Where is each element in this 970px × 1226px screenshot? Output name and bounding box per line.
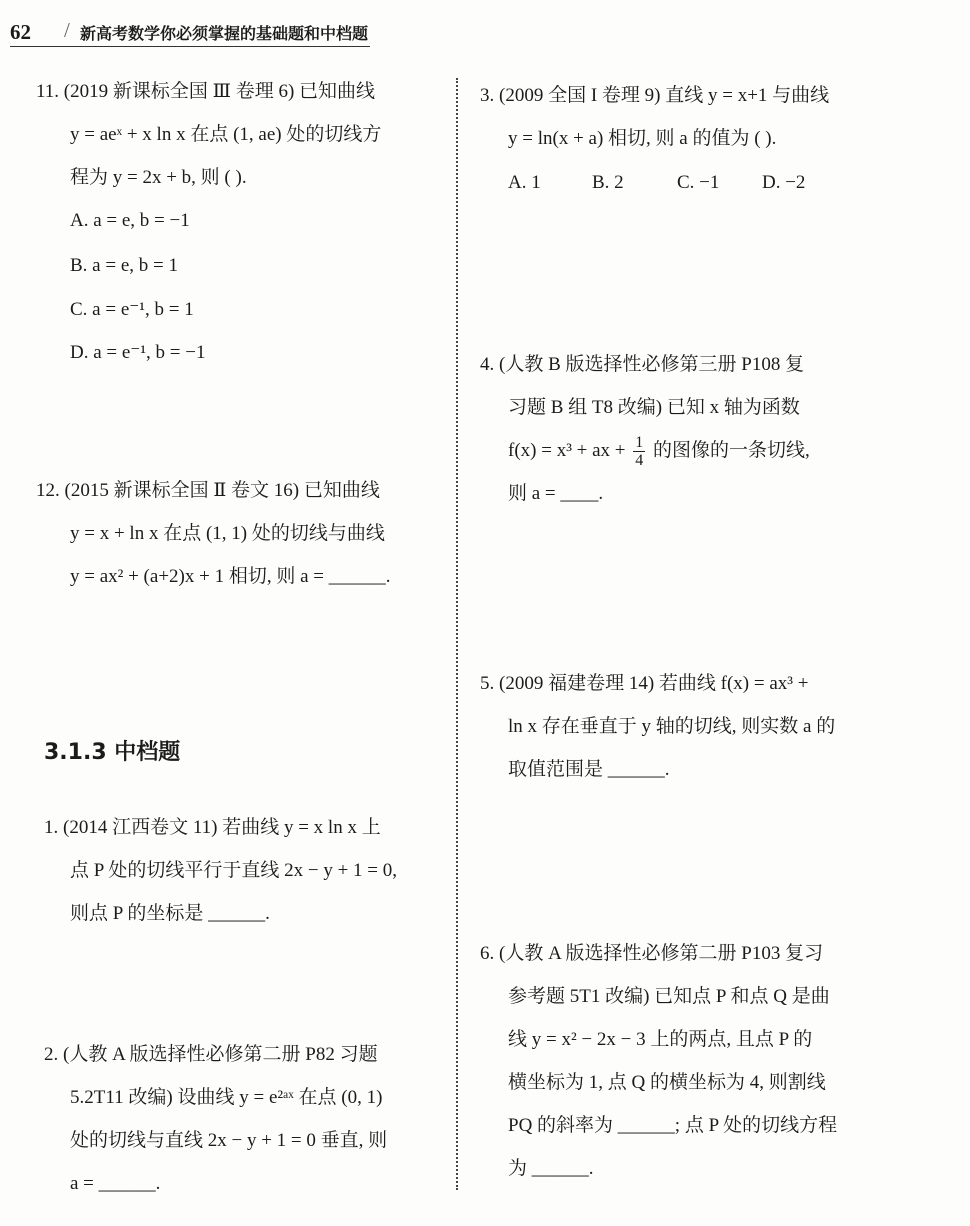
question-text-line: y = ax² + (a+2)x + 1 相切, 则 a = ______. (70, 566, 391, 587)
question-number: 5. (480, 673, 495, 694)
problem-2 (44, 1033, 449, 1205)
question-text-line: 则点 P 的坐标是 ______. (70, 903, 270, 924)
option-a: A. a = e, b = −1 (70, 210, 190, 231)
question-text-line: ln x 存在垂直于 y 轴的切线, 则实数 a 的 (508, 716, 836, 737)
problem-4 (480, 343, 890, 515)
question-11 (36, 70, 446, 199)
question-text-line: 程为 y = 2x + b, 则 ( ). (70, 167, 247, 188)
formula-text: f(x) = x³ + ax + (508, 440, 626, 461)
option-c: C. a = e⁻¹, b = 1 (70, 299, 194, 320)
option-d: D. −2 (762, 172, 806, 193)
question-text-line: y = aeˣ + x ln x 在点 (1, ae) 处的切线方 (70, 124, 382, 145)
fraction-numerator: 1 (635, 434, 644, 452)
question-text-line: (人教 A 版选择性必修第二册 P103 复习 (499, 943, 824, 964)
question-number: 2. (44, 1044, 59, 1065)
question-text-line: 取值范围是 ______. (508, 759, 670, 780)
option-c: C. −1 (677, 172, 720, 193)
column-divider (456, 78, 458, 1190)
option-b: B. 2 (592, 172, 624, 193)
page-header (10, 14, 370, 47)
question-text-line: 横坐标为 1, 点 Q 的横坐标为 4, 则割线 (508, 1072, 826, 1093)
question-number: 12. (36, 480, 60, 501)
question-text-line: 习题 B 组 T8 改编) 已知 x 轴为函数 (508, 397, 800, 418)
question-number: 4. (480, 354, 495, 375)
question-text-line: 处的切线与直线 2x − y + 1 = 0 垂直, 则 (70, 1130, 388, 1151)
problem-5 (480, 662, 890, 791)
question-text-line: 为 ______. (508, 1158, 594, 1179)
question-text-line: 5.2T11 改编) 设曲线 y = e²ᵃˣ 在点 (0, 1) (70, 1087, 383, 1108)
question-text-line: (2009 福建卷理 14) 若曲线 f(x) = ax³ + (499, 673, 809, 694)
section-heading: 3.1.3 中档题 (44, 740, 181, 765)
question-text-line: (人教 B 版选择性必修第三册 P108 复 (499, 354, 805, 375)
question-text-line: 点 P 处的切线平行于直线 2x − y + 1 = 0, (70, 860, 398, 881)
question-number: 6. (480, 943, 495, 964)
question-text-line: (2014 江西卷文 11) 若曲线 y = x ln x 上 (63, 817, 381, 838)
question-text-line: PQ 的斜率为 ______; 点 P 处的切线方程 (508, 1115, 838, 1136)
fraction (633, 434, 645, 469)
question-text-line: 线 y = x² − 2x − 3 上的两点, 且点 P 的 (508, 1029, 813, 1050)
problem-1 (44, 806, 449, 935)
question-text-line (480, 429, 890, 472)
question-12 (36, 469, 446, 598)
page-number: 62 (10, 20, 31, 44)
problem-6 (480, 932, 890, 1190)
question-text-line: a = ______. (70, 1173, 161, 1194)
option-a: A. 1 (508, 172, 541, 193)
question-text-line: 参考题 5T1 改编) 已知点 P 和点 Q 是曲 (508, 986, 830, 1007)
question-number: 11. (36, 81, 60, 102)
question-text-line: y = ln(x + a) 相切, 则 a 的值为 ( ). (508, 128, 777, 149)
option-d: D. a = e⁻¹, b = −1 (70, 342, 206, 363)
formula-text: 的图像的一条切线, (653, 440, 810, 461)
question-text-line: (2015 新课标全国 Ⅱ 卷文 16) 已知曲线 (64, 480, 380, 501)
question-text-line: (人教 A 版选择性必修第二册 P82 习题 (63, 1044, 378, 1065)
question-text-line: (2009 全国 I 卷理 9) 直线 y = x+1 与曲线 (499, 85, 830, 106)
fraction-denominator: 4 (635, 452, 644, 470)
option-b: B. a = e, b = 1 (70, 255, 178, 276)
header-slash: / (64, 18, 70, 42)
question-number: 1. (44, 817, 59, 838)
header-title: 新高考数学你必须掌握的基础题和中档题 (80, 24, 369, 43)
question-text-line: 则 a = ____. (508, 483, 604, 504)
question-text-line: y = x + ln x 在点 (1, 1) 处的切线与曲线 (70, 523, 385, 544)
question-number: 3. (480, 85, 495, 106)
problem-3 (480, 74, 890, 160)
question-text-line: (2019 新课标全国 Ⅲ 卷理 6) 已知曲线 (63, 81, 376, 102)
